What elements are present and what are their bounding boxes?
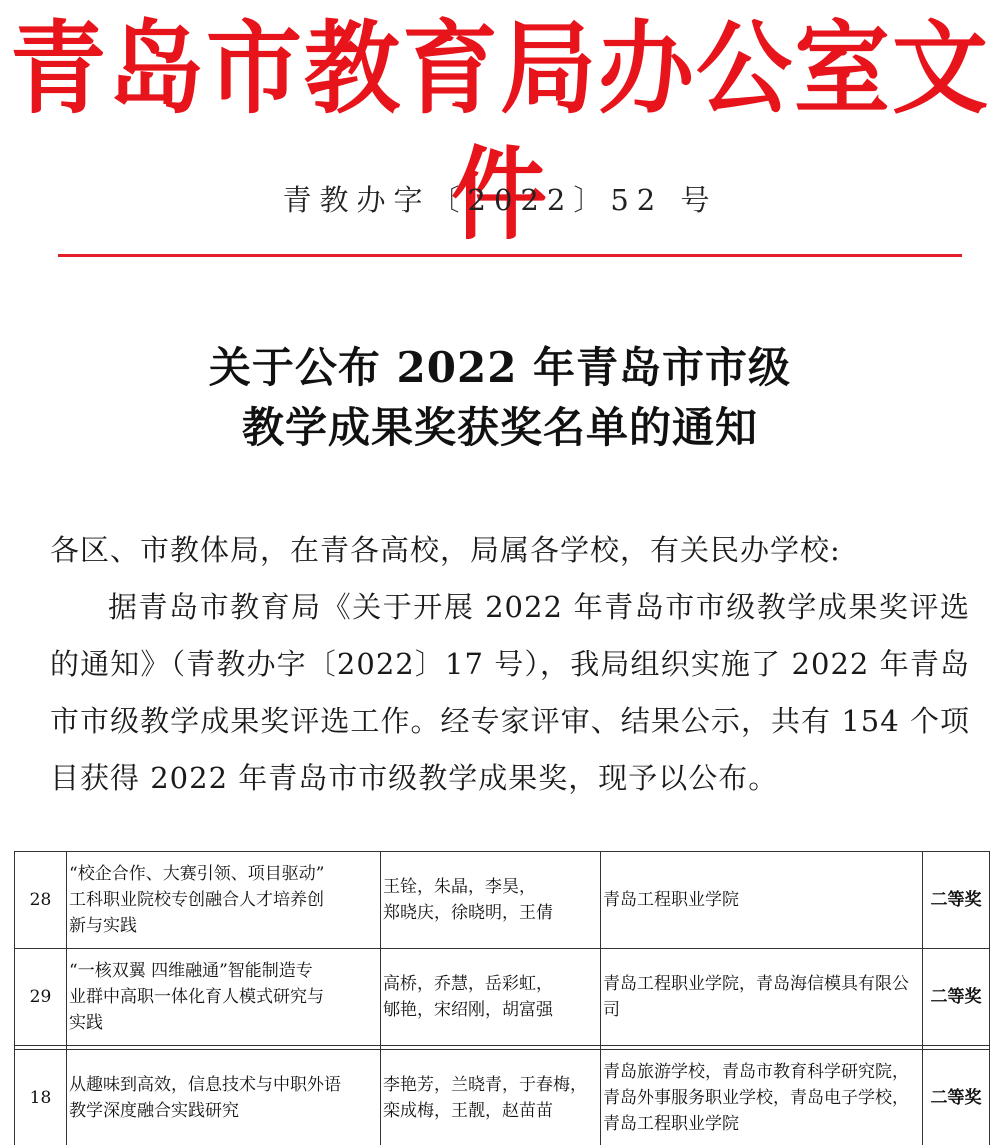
organization-cell (601, 949, 923, 1046)
members-line: 栾成梅，王靓，赵苗苗 (383, 1100, 553, 1121)
members-cell (381, 852, 601, 949)
members-cell (381, 1050, 601, 1145)
red-divider-line (58, 254, 962, 257)
project-name-line: 教学深度融合实践研究 (69, 1100, 239, 1121)
row-number: 29 (15, 949, 67, 1046)
award-level-cell: 二等奖 (923, 949, 990, 1046)
row-number: 18 (15, 1050, 67, 1145)
project-name-line: 新与实践 (69, 916, 137, 936)
notice-paragraph: 据青岛市教育局《关于开展 2022 年青岛市市级教学成果奖评选的通知》（青教办字〔2022〕17 号），我局组织实施了 2022 年青岛市市级教学成果奖评选工作。经专家评审、结果公示，共有 154 个项目获得 2022 年青岛市市级教学成果奖，现予以公布。 (50, 590, 970, 795)
members-line: 郑晓庆，徐晓明，王倩 (383, 903, 553, 923)
project-name-line: “一核双翼 四维融通”智能制造专 (69, 961, 313, 981)
organization-line: 青岛外事服务职业学校，青岛电子学校， (603, 1087, 909, 1108)
table-row (15, 852, 990, 949)
organization-cell (601, 852, 923, 949)
notice-body (50, 522, 970, 807)
award-list-table (14, 851, 990, 1145)
table-row (15, 949, 990, 1046)
project-name-cell (67, 1050, 381, 1145)
members-line: 王铨，朱晶，李昊， (383, 877, 536, 897)
addressee-line: 各区、市教体局，在青各高校，局属各学校，有关民办学校: (50, 533, 841, 567)
award-level-cell: 二等奖 (923, 1050, 990, 1145)
notice-title-line-2: 教学成果奖获奖名单的通知 (241, 403, 758, 452)
award-level-cell: 二等奖 (923, 852, 990, 949)
organization-cell (601, 1050, 923, 1145)
notice-title (0, 338, 1000, 458)
row-number: 28 (15, 852, 67, 949)
organization-line: 司 (603, 1000, 620, 1020)
project-name-cell (67, 852, 381, 949)
project-name-line: “校企合作、大赛引领、项目驱动” (69, 864, 325, 884)
project-name-line: 从趣味到高效，信息技术与中职外语 (69, 1074, 341, 1095)
organization-line: 青岛旅游学校，青岛市教育科学研究院， (603, 1061, 909, 1082)
notice-title-line-1: 关于公布 2022 年青岛市市级 (208, 343, 792, 392)
organization-line: 青岛工程职业学院 (603, 890, 739, 910)
organization-line: 青岛工程职业学院，青岛海信模具有限公 (603, 974, 909, 994)
document-number: 青教办字〔2022〕52 号 (282, 183, 718, 217)
project-name-cell (67, 949, 381, 1046)
table-row (15, 1050, 990, 1145)
document-masthead: 青岛市教育局办公室文件 (10, 10, 990, 254)
members-cell (381, 949, 601, 1046)
project-name-line: 业群中高职一体化育人模式研究与 (69, 987, 324, 1007)
project-name-line: 实践 (69, 1013, 103, 1033)
members-line: 高桥，乔慧，岳彩虹， (383, 974, 553, 994)
project-name-line: 工科职业院校专创融合人才培养创 (69, 890, 324, 910)
members-line: 郇艳，宋绍刚，胡富强 (383, 1000, 553, 1020)
organization-line: 青岛工程职业学院 (603, 1113, 739, 1134)
members-line: 李艳芳，兰晓青，于春梅， (383, 1074, 587, 1095)
